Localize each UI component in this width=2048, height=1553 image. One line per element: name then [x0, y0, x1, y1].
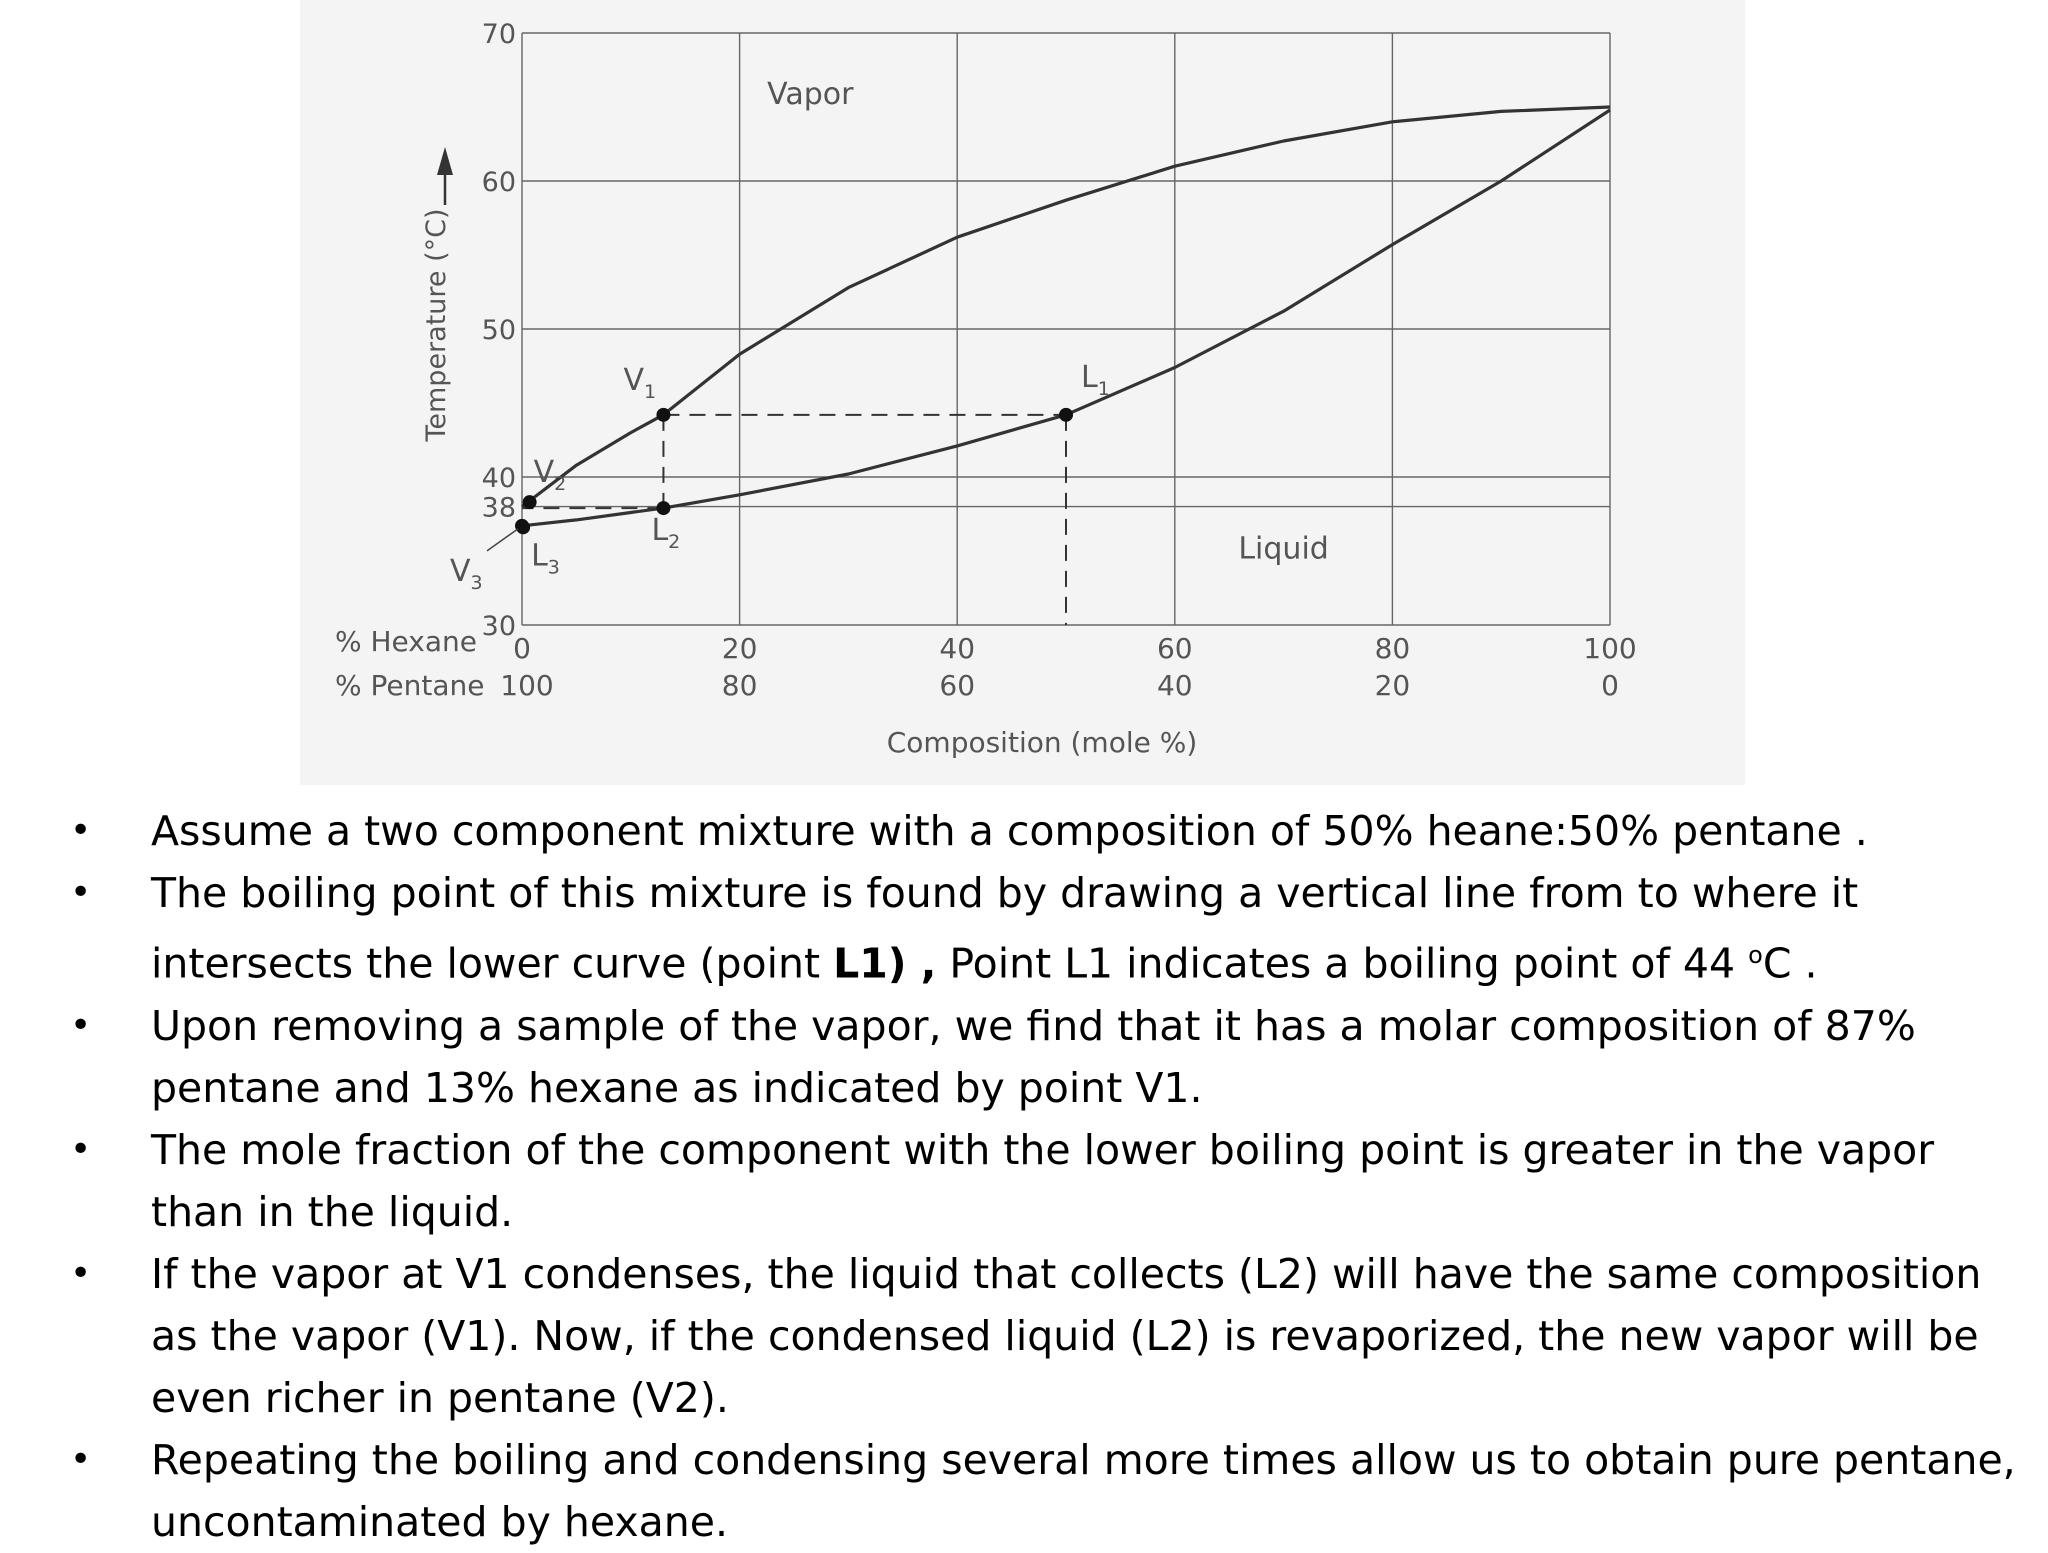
point-label-v3: $V_3$: [450, 553, 483, 594]
bullet-1: [60, 800, 2020, 862]
y-tick-label-60: 60: [481, 167, 516, 198]
y-axis-label: Temperature (°C): [421, 208, 452, 442]
x-tick-label-pentane-0: 100: [500, 669, 554, 702]
point-label-v2: $V_2$: [533, 455, 567, 496]
point-l1: [1059, 408, 1073, 422]
bullet-2-bold-l1: L1) ,: [833, 939, 937, 988]
point-label-v1: $V_1$: [623, 362, 657, 403]
bullet-2-text-end: C .: [1762, 939, 1818, 988]
bullet-2-text-after: Point L1 indicates a boiling point of 44: [936, 939, 1749, 988]
x-tick-label-hexane-80: 80: [1374, 632, 1411, 665]
vapor-region-label: Vapor: [767, 77, 854, 113]
point-v2: [523, 495, 537, 509]
point-label-l3: $L_3$: [531, 538, 560, 579]
y-axis-arrow-head: [437, 147, 453, 175]
x-tick-label-pentane-20: 80: [721, 669, 758, 702]
hexane-row-label: % Hexane: [335, 625, 477, 658]
bullet-2: [60, 862, 2020, 995]
x-tick-label-hexane-20: 20: [721, 632, 758, 665]
x-tick-label-hexane-60: 60: [1156, 632, 1193, 665]
liquid-curve: [522, 110, 1610, 526]
bullet-4-text: The mole fraction of the component with the lower boiling point is greater in the vapor than in the liquid.: [151, 1125, 1935, 1236]
bullet-list: [60, 800, 2020, 1553]
x-tick-label-hexane-40: 40: [939, 632, 976, 665]
bullet-1-text: Assume a two component mixture with a composition of 50% heane:50% pentane .: [151, 807, 1868, 855]
x-axis-label: Composition (mole %): [886, 726, 1198, 759]
point-label-l2: $L_2$: [651, 513, 681, 554]
x-tick-label-pentane-40: 60: [939, 669, 976, 702]
bullet-3: [60, 995, 2020, 1119]
point-l3: [516, 520, 530, 534]
pentane-row-label: % Pentane: [335, 669, 485, 702]
y-tick-label-40: 40: [481, 463, 516, 494]
bullet-6-text: Repeating the boiling and condensing several more times allow us to obtain pure pentane, uncontaminated by hexane.: [151, 1435, 2016, 1546]
point-v1: [656, 408, 670, 422]
y-tick-label-70: 70: [481, 19, 516, 50]
bullet-3-text: Upon removing a sample of the vapor, we find that it has a molar composition of 87% pentane and 13% hexane as indicated by point V1.: [151, 1001, 1916, 1112]
x-tick-label-hexane-0: 0: [513, 632, 531, 665]
x-tick-label-hexane-100: 100: [1583, 632, 1637, 665]
bullet-2-text-before: The boiling point of this mixture is found by drawing a vertical line from to where it intersects the lower curve (point: [151, 869, 1859, 988]
point-label-l1: $L_1$: [1081, 359, 1110, 400]
y-tick-label-50: 50: [481, 315, 516, 346]
y-tick-label-38: 38: [481, 492, 516, 524]
bullet-6: [60, 1429, 2020, 1553]
bullet-5-text: If the vapor at V1 condenses, the liquid that collects (L2) will have the same composition as the vapor (V1). Now, if the condensed liquid (L2) is revaporized, the new vapor will be even richer in pentane (V2).: [151, 1249, 1982, 1422]
x-tick-label-pentane-100: 0: [1601, 669, 1619, 702]
x-tick-label-pentane-80: 20: [1374, 669, 1411, 702]
liquid-region-label: Liquid: [1238, 531, 1329, 567]
x-tick-label-pentane-60: 40: [1156, 669, 1193, 702]
v3-leader-line: [487, 529, 518, 551]
bullet-5: [60, 1243, 2020, 1429]
y-tick-label-30: 30: [481, 611, 516, 642]
bullet-2-degree-sup: o: [1748, 941, 1763, 969]
bullet-4: [60, 1119, 2020, 1243]
